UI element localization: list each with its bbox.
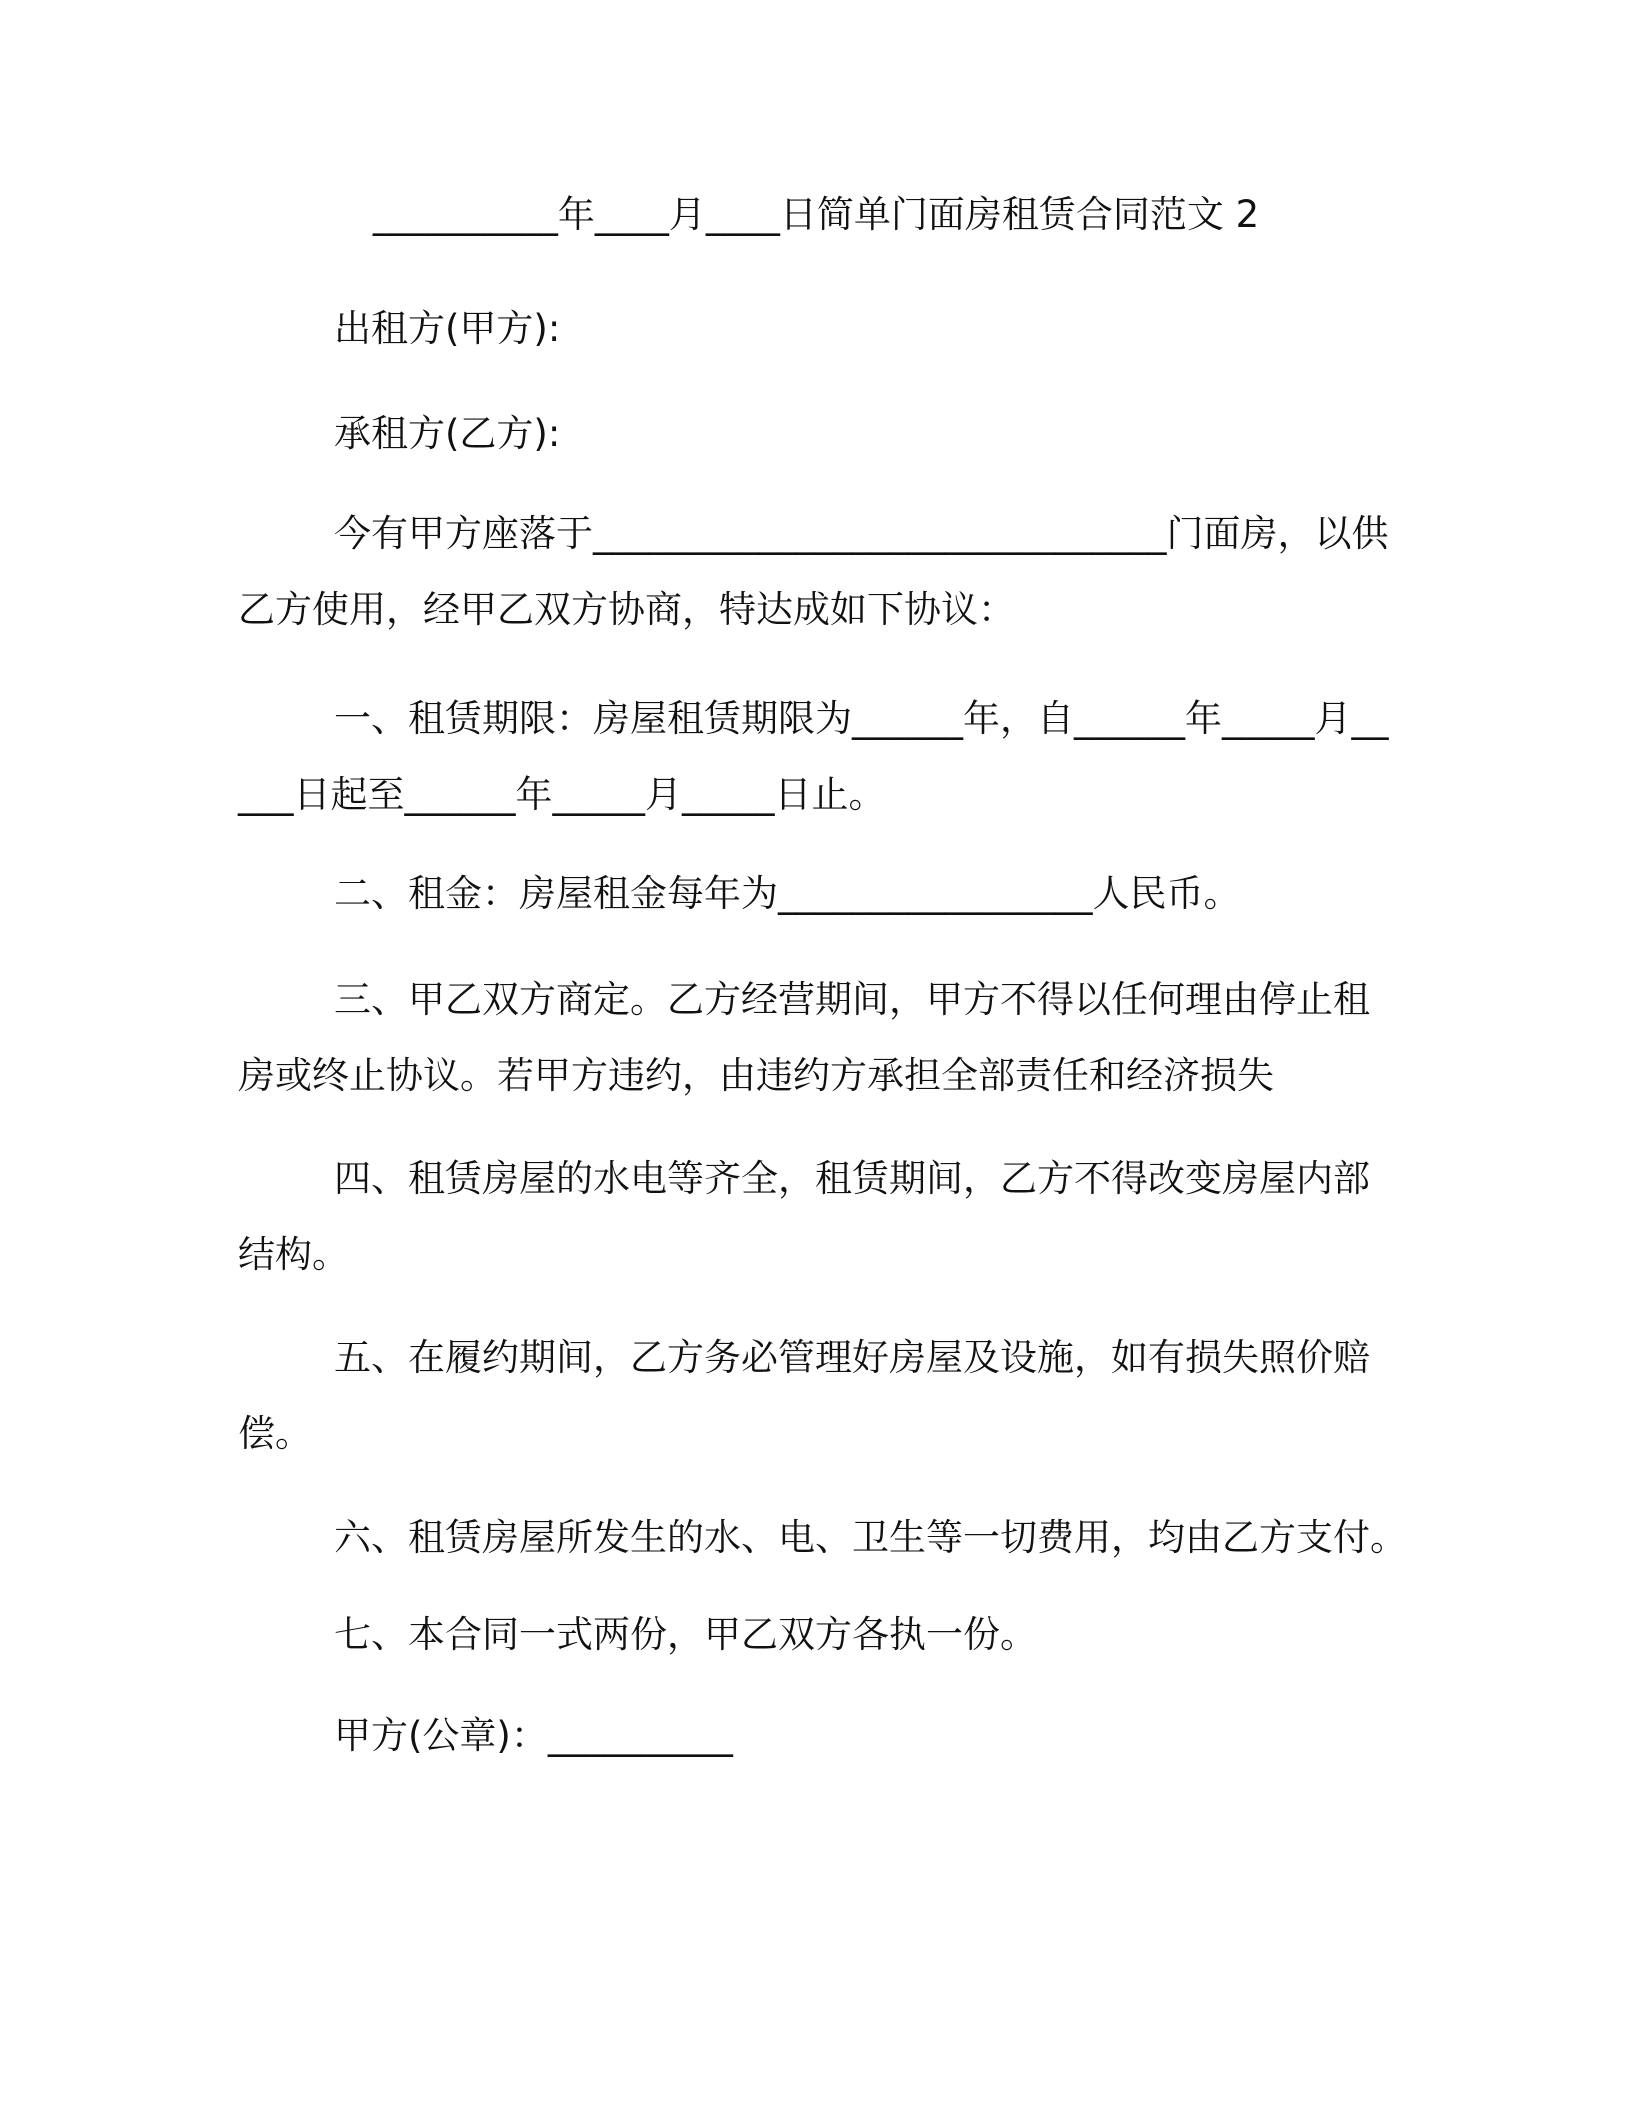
clause-1-lease-term: 一、租赁期限：房屋租赁期限为______年，自______年_____月_____日起至______年_____月_____日止。 <box>238 697 1389 816</box>
document-title: __________年____月____日简单门面房租赁合同范文 2 <box>372 193 1260 236</box>
preamble-paragraph: 今有甲方座落于_______________________________门面房，以供乙方使用，经甲乙双方协商，特达成如下协议： <box>238 512 1389 631</box>
clause-2-rent: 二、租金：房屋租金每年为_________________人民币。 <box>334 872 1241 915</box>
clause-4-structure: 四、租赁房屋的水电等齐全，租赁期间，乙方不得改变房屋内部结构。 <box>238 1157 1370 1276</box>
clause-5-compensation: 五、在履约期间，乙方务必管理好房屋及设施，如有损失照价赔偿。 <box>238 1336 1370 1455</box>
lessee-line: 承租方(乙方): <box>334 412 561 455</box>
party-a-seal-line: 甲方(公章)：__________ <box>334 1714 733 1757</box>
lessor-line: 出租方(甲方): <box>334 307 561 350</box>
clause-3-termination: 三、甲乙双方商定。乙方经营期间，甲方不得以任何理由停止租房或终止协议。若甲方违约，由违约方承担全部责任和经济损失 <box>238 978 1370 1097</box>
clause-7-copies: 七、本合同一式两份，甲乙双方各执一份。 <box>334 1613 1037 1656</box>
clause-6-fees: 六、租赁房屋所发生的水、电、卫生等一切费用，均由乙方支付。 <box>334 1516 1407 1559</box>
